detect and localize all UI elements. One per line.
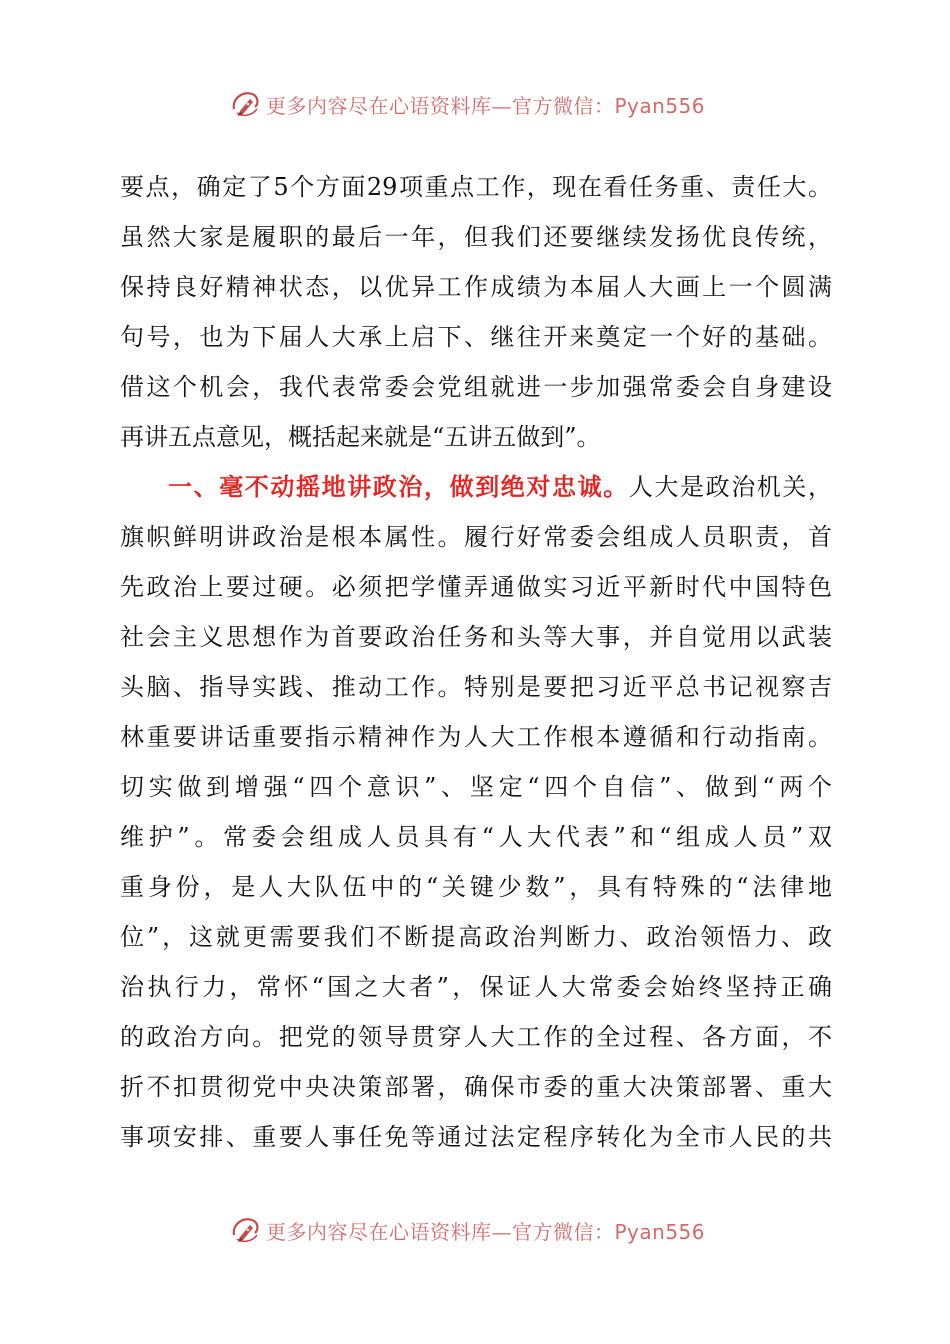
- pen-nib-swirl-icon: [228, 87, 262, 121]
- text-line: 借这个机会，我代表常委会党组就进一步加强常委会自身建设: [120, 373, 832, 401]
- text-line: 再讲五点意见，概括起来就是“五讲五做到”。: [120, 423, 601, 451]
- text-line: 重身份，是人大队伍中的“关键少数”，具有特殊的“法律地: [120, 873, 832, 901]
- section-heading: 一、毫不动摇地讲政治，做到绝对忠诚。: [168, 473, 629, 501]
- watermark-text: [266, 1216, 705, 1245]
- text-line: 维护”。常委会组成人员具有“人大代表”和“组成人员”双: [120, 823, 832, 851]
- text-line: 事项安排、重要人事任免等通过法定程序转化为全市人民的共: [120, 1123, 832, 1151]
- text-line: 虽然大家是履职的最后一年，但我们还要继续发扬优良传统，: [120, 223, 832, 251]
- text-line: 先政治上要过硬。必须把学懂弄通做实习近平新时代中国特色: [120, 573, 832, 601]
- pen-nib-swirl-icon: [228, 1213, 262, 1247]
- watermark-slogan: 更多内容尽在心语资料库—官方微信：: [266, 93, 615, 118]
- header-watermark: [228, 86, 728, 122]
- watermark-wechat-id: Pyan556: [614, 93, 706, 118]
- text-line: 句号，也为下届人大承上启下、继往开来奠定一个好的基础。: [120, 323, 832, 351]
- text-line: 切实做到增强“四个意识”、坚定“四个自信”、做到“两个: [120, 773, 832, 801]
- section-heading-line: [120, 462, 832, 512]
- text-line: 保持良好精神状态，以优异工作成绩为本届人大画上一个圆满: [120, 273, 832, 301]
- text-line: 林重要讲话重要指示精神作为人大工作根本遵循和行动指南。: [120, 723, 832, 751]
- text-line: 治执行力，常怀“国之大者”，保证人大常委会始终坚持正确: [120, 973, 832, 1001]
- text-line: 位”，这就更需要我们不断提高政治判断力、政治领悟力、政: [120, 923, 832, 951]
- text-line: 折不扣贯彻党中央决策部署，确保市委的重大决策部署、重大: [120, 1073, 832, 1101]
- text-line: 的政治方向。把党的领导贯穿人大工作的全过程、各方面，不: [120, 1023, 832, 1051]
- watermark-text: [266, 90, 705, 119]
- text-line: 社会主义思想作为首要政治任务和头等大事，并自觉用以武装: [120, 623, 832, 651]
- text-run: 人大是政治机关，: [628, 473, 833, 501]
- watermark-slogan: 更多内容尽在心语资料库—官方微信：: [266, 1219, 615, 1244]
- text-line: 要点，确定了5个方面29项重点工作，现在看任务重、责任大。: [120, 173, 832, 201]
- footer-watermark: [228, 1212, 728, 1248]
- body-text: [120, 162, 832, 1162]
- text-line: 头脑、指导实践、推动工作。特别是要把习近平总书记视察吉: [120, 673, 832, 701]
- watermark-wechat-id: Pyan556: [614, 1219, 706, 1244]
- text-line: 旗帜鲜明讲政治是根本属性。履行好常委会组成人员职责，首: [120, 523, 832, 551]
